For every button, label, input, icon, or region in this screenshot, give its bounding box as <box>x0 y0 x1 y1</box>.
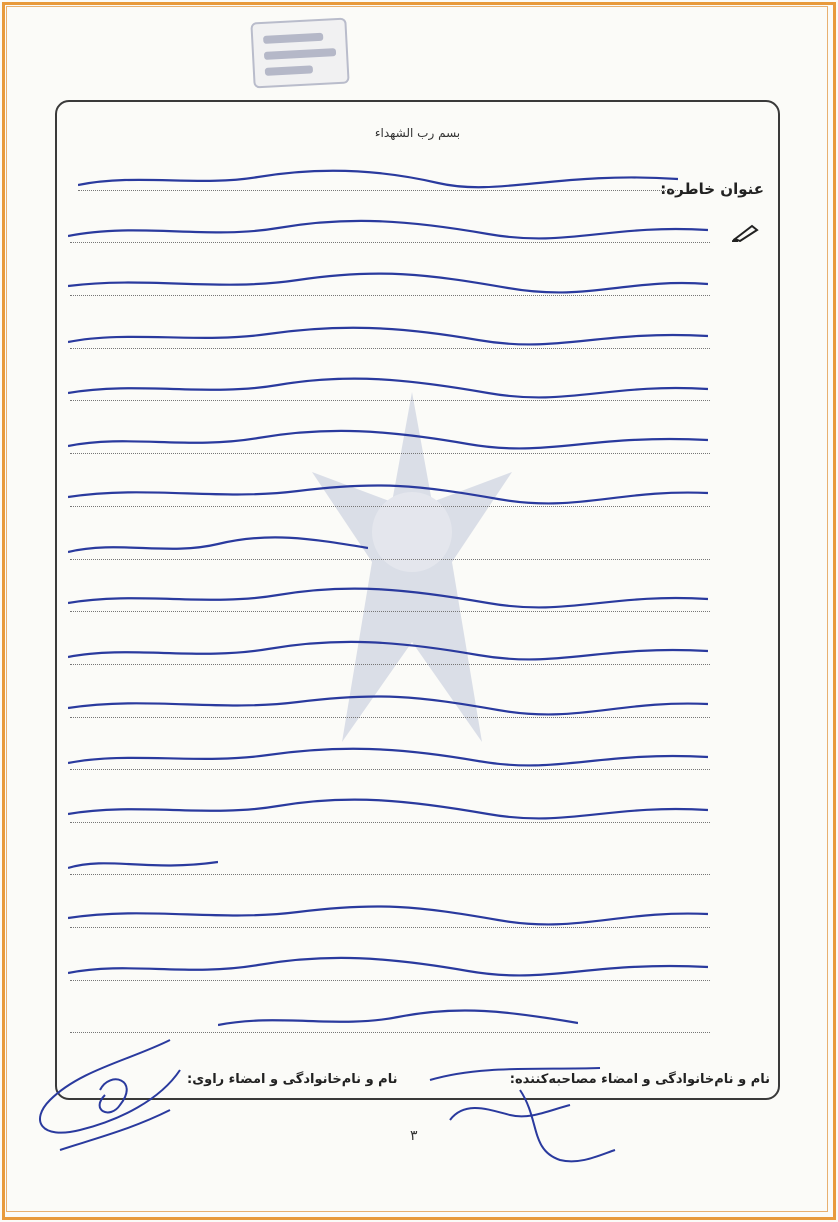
handwritten-line <box>68 315 708 355</box>
handwritten-line <box>78 157 678 197</box>
handwritten-line <box>68 842 218 882</box>
page-number: ۳ <box>410 1128 418 1144</box>
handwritten-line <box>68 789 708 829</box>
interviewer-signature-label: نام و نام‌خانوادگی و امضاء مصاحبه‌کننده: <box>509 1072 770 1087</box>
handwritten-line <box>218 1000 578 1040</box>
memory-title-label: عنوان خاطره: <box>660 180 764 198</box>
handwritten-line <box>68 473 708 513</box>
interviewer-signature <box>420 1060 620 1170</box>
handwritten-line <box>68 947 708 987</box>
form-header: بسم رب الشهداء <box>374 126 461 140</box>
handwritten-line <box>68 368 708 408</box>
handwritten-line <box>68 420 708 460</box>
handwritten-line <box>68 210 708 250</box>
pen-icon <box>732 222 760 246</box>
faded-stamp <box>250 18 349 89</box>
memory-form <box>55 100 780 1100</box>
handwritten-line <box>68 526 368 566</box>
handwritten-line <box>68 631 708 671</box>
narrator-signature-label: نام و نام‌خانوادگی و امضاء راوی: <box>187 1072 398 1087</box>
handwritten-line <box>68 894 708 934</box>
handwritten-line <box>68 684 708 724</box>
narrator-signature <box>20 1030 200 1160</box>
handwritten-line <box>68 262 708 302</box>
handwritten-line <box>68 736 708 776</box>
handwritten-line <box>68 578 708 618</box>
